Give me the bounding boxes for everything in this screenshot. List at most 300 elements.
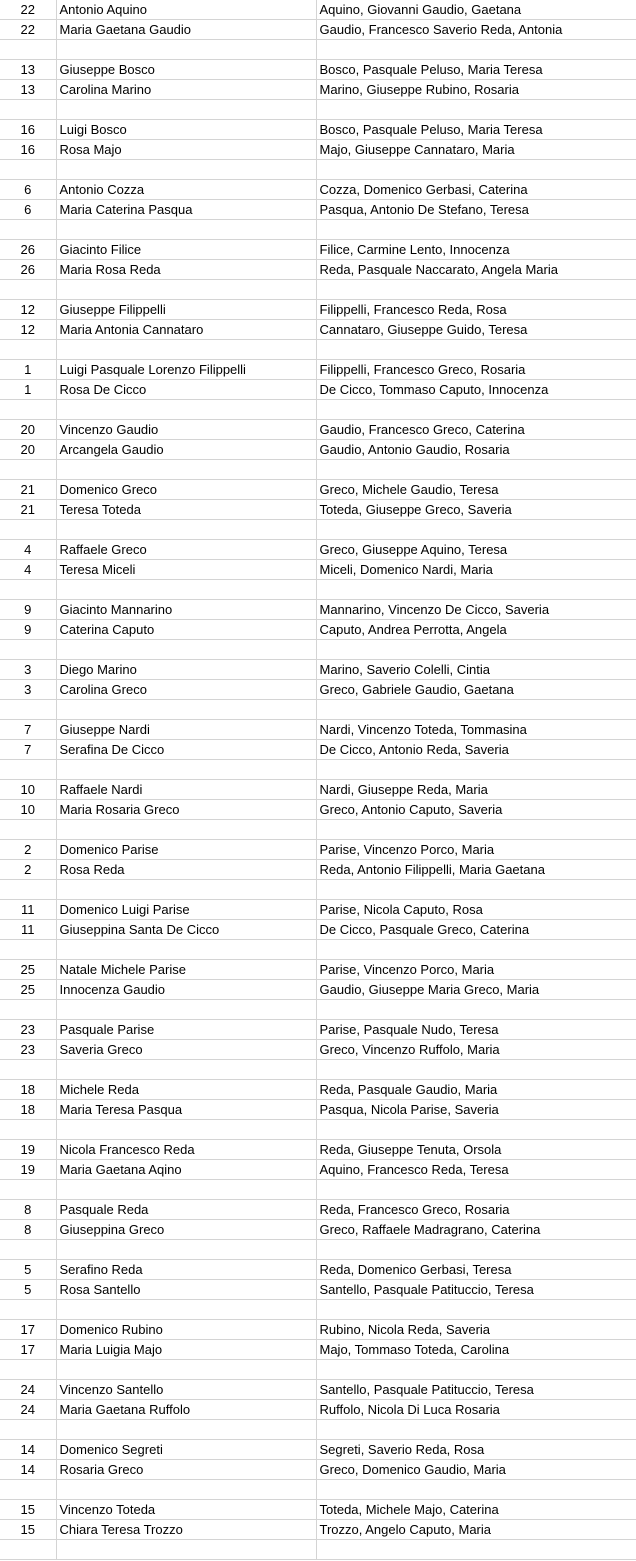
blank-row xyxy=(0,1000,636,1020)
person-name-cell[interactable]: Vincenzo Santello xyxy=(56,1380,316,1400)
record-number-cell[interactable]: 14 xyxy=(0,1440,56,1460)
record-number-cell[interactable]: 5 xyxy=(0,1260,56,1280)
table-row xyxy=(0,1500,636,1520)
person-name-cell[interactable]: Diego Marino xyxy=(56,660,316,680)
person-name-cell[interactable]: Serafina De Cicco xyxy=(56,740,316,760)
record-number-cell[interactable] xyxy=(0,1060,56,1080)
blank-row xyxy=(0,1300,636,1320)
record-number-cell[interactable]: 6 xyxy=(0,200,56,220)
table-row xyxy=(0,920,636,940)
parents-cell[interactable] xyxy=(316,820,636,840)
record-number-cell[interactable] xyxy=(0,1480,56,1500)
table-row xyxy=(0,140,636,160)
person-name-cell[interactable]: Maria Caterina Pasqua xyxy=(56,200,316,220)
record-number-cell[interactable]: 15 xyxy=(0,1500,56,1520)
parents-cell[interactable]: Greco, Gabriele Gaudio, Gaetana xyxy=(316,680,636,700)
record-number-cell[interactable]: 22 xyxy=(0,20,56,40)
parents-cell[interactable] xyxy=(316,220,636,240)
parents-cell[interactable]: Parise, Pasquale Nudo, Teresa xyxy=(316,1020,636,1040)
parents-cell[interactable]: Greco, Domenico Gaudio, Maria xyxy=(316,1460,636,1480)
blank-row xyxy=(0,1240,636,1260)
parents-cell[interactable] xyxy=(316,700,636,720)
record-number-cell[interactable]: 9 xyxy=(0,600,56,620)
parents-cell[interactable] xyxy=(316,1360,636,1380)
person-name-cell[interactable]: Giacinto Mannarino xyxy=(56,600,316,620)
parents-cell[interactable]: Greco, Vincenzo Ruffolo, Maria xyxy=(316,1040,636,1060)
table-row xyxy=(0,200,636,220)
person-name-cell[interactable]: Vincenzo Toteda xyxy=(56,1500,316,1520)
person-name-cell[interactable]: Giuseppina Greco xyxy=(56,1220,316,1240)
person-name-cell[interactable] xyxy=(56,760,316,780)
blank-row xyxy=(0,220,636,240)
person-name-cell[interactable] xyxy=(56,1360,316,1380)
blank-row xyxy=(0,1120,636,1140)
parents-cell[interactable]: Greco, Giuseppe Aquino, Teresa xyxy=(316,540,636,560)
parents-cell[interactable]: Miceli, Domenico Nardi, Maria xyxy=(316,560,636,580)
record-number-cell[interactable]: 11 xyxy=(0,920,56,940)
parents-cell[interactable]: Greco, Michele Gaudio, Teresa xyxy=(316,480,636,500)
blank-row xyxy=(0,1060,636,1080)
parents-cell[interactable]: Filippelli, Francesco Reda, Rosa xyxy=(316,300,636,320)
person-name-cell[interactable] xyxy=(56,1300,316,1320)
table-row xyxy=(0,0,636,20)
person-name-cell[interactable] xyxy=(56,1480,316,1500)
blank-row xyxy=(0,100,636,120)
record-number-cell[interactable] xyxy=(0,1180,56,1200)
parents-cell[interactable]: Pasqua, Nicola Parise, Saveria xyxy=(316,1100,636,1120)
parents-cell[interactable] xyxy=(316,940,636,960)
person-name-cell[interactable] xyxy=(56,1420,316,1440)
parents-cell[interactable]: Toteda, Michele Majo, Caterina xyxy=(316,1500,636,1520)
parents-cell[interactable]: De Cicco, Pasquale Greco, Caterina xyxy=(316,920,636,940)
parents-cell[interactable] xyxy=(316,280,636,300)
parents-cell[interactable] xyxy=(316,1480,636,1500)
table-row xyxy=(0,860,636,880)
person-name-cell[interactable]: Domenico Parise xyxy=(56,840,316,860)
person-name-cell[interactable]: Caterina Caputo xyxy=(56,620,316,640)
record-number-cell[interactable]: 2 xyxy=(0,860,56,880)
person-name-cell[interactable] xyxy=(56,100,316,120)
table-row xyxy=(0,840,636,860)
record-number-cell[interactable] xyxy=(0,640,56,660)
blank-row xyxy=(0,40,636,60)
parents-cell[interactable]: Filice, Carmine Lento, Innocenza xyxy=(316,240,636,260)
person-name-cell[interactable] xyxy=(56,820,316,840)
record-number-cell[interactable]: 7 xyxy=(0,720,56,740)
parents-cell[interactable]: Toteda, Giuseppe Greco, Saveria xyxy=(316,500,636,520)
person-name-cell[interactable] xyxy=(56,1540,316,1560)
record-number-cell[interactable]: 13 xyxy=(0,60,56,80)
record-number-cell[interactable] xyxy=(0,1300,56,1320)
parents-cell[interactable] xyxy=(316,1000,636,1020)
parents-cell[interactable]: Reda, Domenico Gerbasi, Teresa xyxy=(316,1260,636,1280)
person-name-cell[interactable] xyxy=(56,1240,316,1260)
person-name-cell[interactable] xyxy=(56,520,316,540)
parents-cell[interactable]: Gaudio, Giuseppe Maria Greco, Maria xyxy=(316,980,636,1000)
record-number-cell[interactable]: 1 xyxy=(0,360,56,380)
table-row xyxy=(0,1340,636,1360)
person-name-cell[interactable]: Giuseppe Nardi xyxy=(56,720,316,740)
parents-cell[interactable] xyxy=(316,460,636,480)
record-number-cell[interactable]: 16 xyxy=(0,120,56,140)
blank-row xyxy=(0,760,636,780)
person-name-cell[interactable] xyxy=(56,940,316,960)
record-number-cell[interactable]: 18 xyxy=(0,1080,56,1100)
record-number-cell[interactable]: 8 xyxy=(0,1220,56,1240)
blank-row xyxy=(0,280,636,300)
table-row xyxy=(0,60,636,80)
person-name-cell[interactable] xyxy=(56,220,316,240)
record-number-cell[interactable]: 22 xyxy=(0,0,56,20)
record-number-cell[interactable] xyxy=(0,1120,56,1140)
blank-row xyxy=(0,400,636,420)
parents-cell[interactable]: Reda, Giuseppe Tenuta, Orsola xyxy=(316,1140,636,1160)
table-row xyxy=(0,500,636,520)
blank-row xyxy=(0,1360,636,1380)
record-number-cell[interactable]: 26 xyxy=(0,240,56,260)
table-row xyxy=(0,980,636,1000)
table-row xyxy=(0,780,636,800)
person-name-cell[interactable]: Antonio Cozza xyxy=(56,180,316,200)
record-number-cell[interactable]: 20 xyxy=(0,440,56,460)
record-number-cell[interactable] xyxy=(0,1360,56,1380)
person-name-cell[interactable]: Natale Michele Parise xyxy=(56,960,316,980)
table-row xyxy=(0,1460,636,1480)
record-number-cell[interactable]: 9 xyxy=(0,620,56,640)
table-row xyxy=(0,120,636,140)
record-number-cell[interactable]: 21 xyxy=(0,480,56,500)
record-number-cell[interactable]: 18 xyxy=(0,1100,56,1120)
table-row xyxy=(0,720,636,740)
table-row xyxy=(0,20,636,40)
record-number-cell[interactable]: 23 xyxy=(0,1020,56,1040)
parents-cell[interactable]: Marino, Giuseppe Rubino, Rosaria xyxy=(316,80,636,100)
record-number-cell[interactable] xyxy=(0,340,56,360)
person-name-cell[interactable]: Domenico Rubino xyxy=(56,1320,316,1340)
person-name-cell[interactable]: Teresa Toteda xyxy=(56,500,316,520)
blank-row xyxy=(0,940,636,960)
blank-row xyxy=(0,160,636,180)
person-name-cell[interactable]: Antonio Aquino xyxy=(56,0,316,20)
parents-cell[interactable] xyxy=(316,160,636,180)
blank-row xyxy=(0,640,636,660)
table-row xyxy=(0,800,636,820)
parents-cell[interactable]: De Cicco, Tommaso Caputo, Innocenza xyxy=(316,380,636,400)
person-name-cell[interactable] xyxy=(56,1180,316,1200)
table-row xyxy=(0,240,636,260)
table-row xyxy=(0,320,636,340)
parents-cell[interactable]: Parise, Nicola Caputo, Rosa xyxy=(316,900,636,920)
record-number-cell[interactable] xyxy=(0,700,56,720)
table-row xyxy=(0,1400,636,1420)
record-number-cell[interactable]: 10 xyxy=(0,800,56,820)
person-name-cell[interactable] xyxy=(56,160,316,180)
person-name-cell[interactable] xyxy=(56,640,316,660)
table-row xyxy=(0,900,636,920)
record-number-cell[interactable]: 1 xyxy=(0,380,56,400)
person-name-cell[interactable]: Vincenzo Gaudio xyxy=(56,420,316,440)
record-number-cell[interactable] xyxy=(0,820,56,840)
table-row xyxy=(0,960,636,980)
person-name-cell[interactable] xyxy=(56,280,316,300)
table-row xyxy=(0,440,636,460)
person-name-cell[interactable]: Maria Gaetana Gaudio xyxy=(56,20,316,40)
record-number-cell[interactable] xyxy=(0,220,56,240)
record-number-cell[interactable] xyxy=(0,580,56,600)
record-number-cell[interactable]: 17 xyxy=(0,1320,56,1340)
person-name-cell[interactable]: Rosaria Greco xyxy=(56,1460,316,1480)
table-row xyxy=(0,1220,636,1240)
person-name-cell[interactable]: Maria Gaetana Ruffolo xyxy=(56,1400,316,1420)
person-name-cell[interactable] xyxy=(56,1120,316,1140)
parents-cell[interactable]: Rubino, Nicola Reda, Saveria xyxy=(316,1320,636,1340)
parents-cell[interactable]: Gaudio, Francesco Greco, Caterina xyxy=(316,420,636,440)
table-row xyxy=(0,680,636,700)
record-number-cell[interactable] xyxy=(0,100,56,120)
blank-row xyxy=(0,1540,636,1560)
person-name-cell[interactable] xyxy=(56,340,316,360)
parents-cell[interactable] xyxy=(316,1420,636,1440)
record-number-cell[interactable]: 15 xyxy=(0,1520,56,1540)
person-name-cell[interactable] xyxy=(56,700,316,720)
record-number-cell[interactable] xyxy=(0,1240,56,1260)
record-number-cell[interactable]: 21 xyxy=(0,500,56,520)
record-number-cell[interactable]: 23 xyxy=(0,1040,56,1060)
person-name-cell[interactable]: Giuseppe Bosco xyxy=(56,60,316,80)
parents-cell[interactable] xyxy=(316,1060,636,1080)
parents-cell[interactable]: Majo, Giuseppe Cannataro, Maria xyxy=(316,140,636,160)
record-number-cell[interactable] xyxy=(0,1000,56,1020)
person-name-cell[interactable]: Maria Rosa Reda xyxy=(56,260,316,280)
parents-cell[interactable] xyxy=(316,100,636,120)
record-number-cell[interactable] xyxy=(0,880,56,900)
table-row xyxy=(0,380,636,400)
parents-cell[interactable]: Reda, Francesco Greco, Rosaria xyxy=(316,1200,636,1220)
parents-cell[interactable]: Reda, Pasquale Naccarato, Angela Maria xyxy=(316,260,636,280)
parents-cell[interactable] xyxy=(316,640,636,660)
person-name-cell[interactable]: Giuseppina Santa De Cicco xyxy=(56,920,316,940)
person-name-cell[interactable] xyxy=(56,400,316,420)
person-name-cell[interactable]: Innocenza Gaudio xyxy=(56,980,316,1000)
record-number-cell[interactable]: 13 xyxy=(0,80,56,100)
parents-cell[interactable] xyxy=(316,1240,636,1260)
person-name-cell[interactable]: Michele Reda xyxy=(56,1080,316,1100)
person-name-cell[interactable]: Luigi Pasquale Lorenzo Filippelli xyxy=(56,360,316,380)
record-number-cell[interactable] xyxy=(0,520,56,540)
person-name-cell[interactable]: Carolina Greco xyxy=(56,680,316,700)
person-name-cell[interactable]: Pasquale Reda xyxy=(56,1200,316,1220)
parents-cell[interactable]: Bosco, Pasquale Peluso, Maria Teresa xyxy=(316,120,636,140)
person-name-cell[interactable] xyxy=(56,580,316,600)
person-name-cell[interactable]: Nicola Francesco Reda xyxy=(56,1140,316,1160)
parents-cell[interactable]: Gaudio, Antonio Gaudio, Rosaria xyxy=(316,440,636,460)
person-name-cell[interactable]: Luigi Bosco xyxy=(56,120,316,140)
table-row xyxy=(0,740,636,760)
table-row xyxy=(0,1100,636,1120)
person-name-cell[interactable]: Maria Gaetana Aqino xyxy=(56,1160,316,1180)
person-name-cell[interactable]: Maria Luigia Majo xyxy=(56,1340,316,1360)
record-number-cell[interactable]: 6 xyxy=(0,180,56,200)
record-number-cell[interactable] xyxy=(0,280,56,300)
blank-row xyxy=(0,880,636,900)
record-number-cell[interactable]: 26 xyxy=(0,260,56,280)
record-number-cell[interactable]: 17 xyxy=(0,1340,56,1360)
person-name-cell[interactable] xyxy=(56,40,316,60)
table-row xyxy=(0,180,636,200)
record-number-cell[interactable] xyxy=(0,40,56,60)
parents-cell[interactable]: Trozzo, Angelo Caputo, Maria xyxy=(316,1520,636,1540)
record-number-cell[interactable]: 24 xyxy=(0,1400,56,1420)
record-number-cell[interactable]: 14 xyxy=(0,1460,56,1480)
person-name-cell[interactable]: Maria Teresa Pasqua xyxy=(56,1100,316,1120)
table-row xyxy=(0,560,636,580)
table-row xyxy=(0,1020,636,1040)
parents-cell[interactable] xyxy=(316,880,636,900)
parents-cell[interactable]: Nardi, Giuseppe Reda, Maria xyxy=(316,780,636,800)
parents-cell[interactable]: Bosco, Pasquale Peluso, Maria Teresa xyxy=(316,60,636,80)
person-name-cell[interactable]: Serafino Reda xyxy=(56,1260,316,1280)
table-row xyxy=(0,600,636,620)
table-row xyxy=(0,1260,636,1280)
person-name-cell[interactable]: Raffaele Nardi xyxy=(56,780,316,800)
table-row xyxy=(0,1520,636,1540)
blank-row xyxy=(0,580,636,600)
record-number-cell[interactable]: 19 xyxy=(0,1140,56,1160)
record-number-cell[interactable]: 8 xyxy=(0,1200,56,1220)
record-number-cell[interactable]: 2 xyxy=(0,840,56,860)
parents-cell[interactable]: Filippelli, Francesco Greco, Rosaria xyxy=(316,360,636,380)
parents-cell[interactable]: Mannarino, Vincenzo De Cicco, Saveria xyxy=(316,600,636,620)
person-name-cell[interactable]: Arcangela Gaudio xyxy=(56,440,316,460)
parents-cell[interactable]: Pasqua, Antonio De Stefano, Teresa xyxy=(316,200,636,220)
table-row xyxy=(0,1200,636,1220)
parents-cell[interactable] xyxy=(316,520,636,540)
table-row xyxy=(0,480,636,500)
parents-cell[interactable]: Cozza, Domenico Gerbasi, Caterina xyxy=(316,180,636,200)
parents-cell[interactable]: Reda, Pasquale Gaudio, Maria xyxy=(316,1080,636,1100)
parents-cell[interactable]: Ruffolo, Nicola Di Luca Rosaria xyxy=(316,1400,636,1420)
parents-cell[interactable]: Greco, Raffaele Madragrano, Caterina xyxy=(316,1220,636,1240)
table-row xyxy=(0,260,636,280)
record-number-cell[interactable]: 12 xyxy=(0,300,56,320)
person-name-cell[interactable]: Rosa De Cicco xyxy=(56,380,316,400)
table-row xyxy=(0,660,636,680)
parents-cell[interactable]: Santello, Pasquale Patituccio, Teresa xyxy=(316,1380,636,1400)
parents-cell[interactable]: Segreti, Saverio Reda, Rosa xyxy=(316,1440,636,1460)
record-number-cell[interactable] xyxy=(0,760,56,780)
blank-row xyxy=(0,1480,636,1500)
parents-cell[interactable]: Nardi, Vincenzo Toteda, Tommasina xyxy=(316,720,636,740)
parents-cell[interactable]: Parise, Vincenzo Porco, Maria xyxy=(316,840,636,860)
table-row xyxy=(0,300,636,320)
blank-row xyxy=(0,520,636,540)
record-number-cell[interactable]: 7 xyxy=(0,740,56,760)
record-number-cell[interactable] xyxy=(0,940,56,960)
record-number-cell[interactable] xyxy=(0,1540,56,1560)
record-number-cell[interactable] xyxy=(0,400,56,420)
table-row xyxy=(0,1160,636,1180)
parents-cell[interactable]: Gaudio, Francesco Saverio Reda, Antonia xyxy=(316,20,636,40)
record-number-cell[interactable]: 25 xyxy=(0,980,56,1000)
table-row xyxy=(0,620,636,640)
parents-cell[interactable]: Parise, Vincenzo Porco, Maria xyxy=(316,960,636,980)
record-number-cell[interactable]: 24 xyxy=(0,1380,56,1400)
record-number-cell[interactable] xyxy=(0,1420,56,1440)
parents-cell[interactable] xyxy=(316,1180,636,1200)
record-number-cell[interactable]: 20 xyxy=(0,420,56,440)
table-row xyxy=(0,1440,636,1460)
parents-cell[interactable]: Caputo, Andrea Perrotta, Angela xyxy=(316,620,636,640)
blank-row xyxy=(0,340,636,360)
record-number-cell[interactable]: 4 xyxy=(0,560,56,580)
parents-cell[interactable]: Aquino, Francesco Reda, Teresa xyxy=(316,1160,636,1180)
parents-cell[interactable] xyxy=(316,760,636,780)
person-name-cell[interactable]: Rosa Majo xyxy=(56,140,316,160)
person-name-cell[interactable]: Rosa Reda xyxy=(56,860,316,880)
person-name-cell[interactable]: Raffaele Greco xyxy=(56,540,316,560)
person-name-cell[interactable]: Rosa Santello xyxy=(56,1280,316,1300)
person-name-cell[interactable]: Giacinto Filice xyxy=(56,240,316,260)
table-row xyxy=(0,1280,636,1300)
parents-cell[interactable] xyxy=(316,1120,636,1140)
parents-cell[interactable] xyxy=(316,340,636,360)
record-number-cell[interactable] xyxy=(0,160,56,180)
person-name-cell[interactable]: Pasquale Parise xyxy=(56,1020,316,1040)
parents-cell[interactable]: Reda, Antonio Filippelli, Maria Gaetana xyxy=(316,860,636,880)
person-name-cell[interactable] xyxy=(56,1000,316,1020)
person-name-cell[interactable]: Domenico Segreti xyxy=(56,1440,316,1460)
record-number-cell[interactable]: 16 xyxy=(0,140,56,160)
record-number-cell[interactable]: 11 xyxy=(0,900,56,920)
record-number-cell[interactable]: 10 xyxy=(0,780,56,800)
record-number-cell[interactable]: 3 xyxy=(0,680,56,700)
blank-row xyxy=(0,460,636,480)
person-name-cell[interactable]: Teresa Miceli xyxy=(56,560,316,580)
record-number-cell[interactable]: 3 xyxy=(0,660,56,680)
parents-cell[interactable]: Greco, Antonio Caputo, Saveria xyxy=(316,800,636,820)
table-row xyxy=(0,1140,636,1160)
person-name-cell[interactable] xyxy=(56,880,316,900)
record-number-cell[interactable]: 19 xyxy=(0,1160,56,1180)
parents-cell[interactable] xyxy=(316,1540,636,1560)
person-name-cell[interactable]: Domenico Luigi Parise xyxy=(56,900,316,920)
parents-cell[interactable] xyxy=(316,580,636,600)
person-name-cell[interactable]: Maria Rosaria Greco xyxy=(56,800,316,820)
person-name-cell[interactable] xyxy=(56,1060,316,1080)
person-name-cell[interactable]: Chiara Teresa Trozzo xyxy=(56,1520,316,1540)
parents-cell[interactable]: Marino, Saverio Colelli, Cintia xyxy=(316,660,636,680)
parents-cell[interactable]: Aquino, Giovanni Gaudio, Gaetana xyxy=(316,0,636,20)
parents-cell[interactable]: De Cicco, Antonio Reda, Saveria xyxy=(316,740,636,760)
parents-cell[interactable] xyxy=(316,1300,636,1320)
person-name-cell[interactable]: Giuseppe Filippelli xyxy=(56,300,316,320)
parents-cell[interactable] xyxy=(316,400,636,420)
person-name-cell[interactable]: Maria Antonia Cannataro xyxy=(56,320,316,340)
record-number-cell[interactable]: 25 xyxy=(0,960,56,980)
person-name-cell[interactable] xyxy=(56,460,316,480)
record-number-cell[interactable]: 5 xyxy=(0,1280,56,1300)
parents-cell[interactable]: Cannataro, Giuseppe Guido, Teresa xyxy=(316,320,636,340)
parents-cell[interactable]: Santello, Pasquale Patituccio, Teresa xyxy=(316,1280,636,1300)
person-name-cell[interactable]: Saveria Greco xyxy=(56,1040,316,1060)
record-number-cell[interactable] xyxy=(0,460,56,480)
record-number-cell[interactable]: 12 xyxy=(0,320,56,340)
person-name-cell[interactable]: Carolina Marino xyxy=(56,80,316,100)
record-number-cell[interactable]: 4 xyxy=(0,540,56,560)
parents-cell[interactable]: Majo, Tommaso Toteda, Carolina xyxy=(316,1340,636,1360)
parents-cell[interactable] xyxy=(316,40,636,60)
person-name-cell[interactable]: Domenico Greco xyxy=(56,480,316,500)
